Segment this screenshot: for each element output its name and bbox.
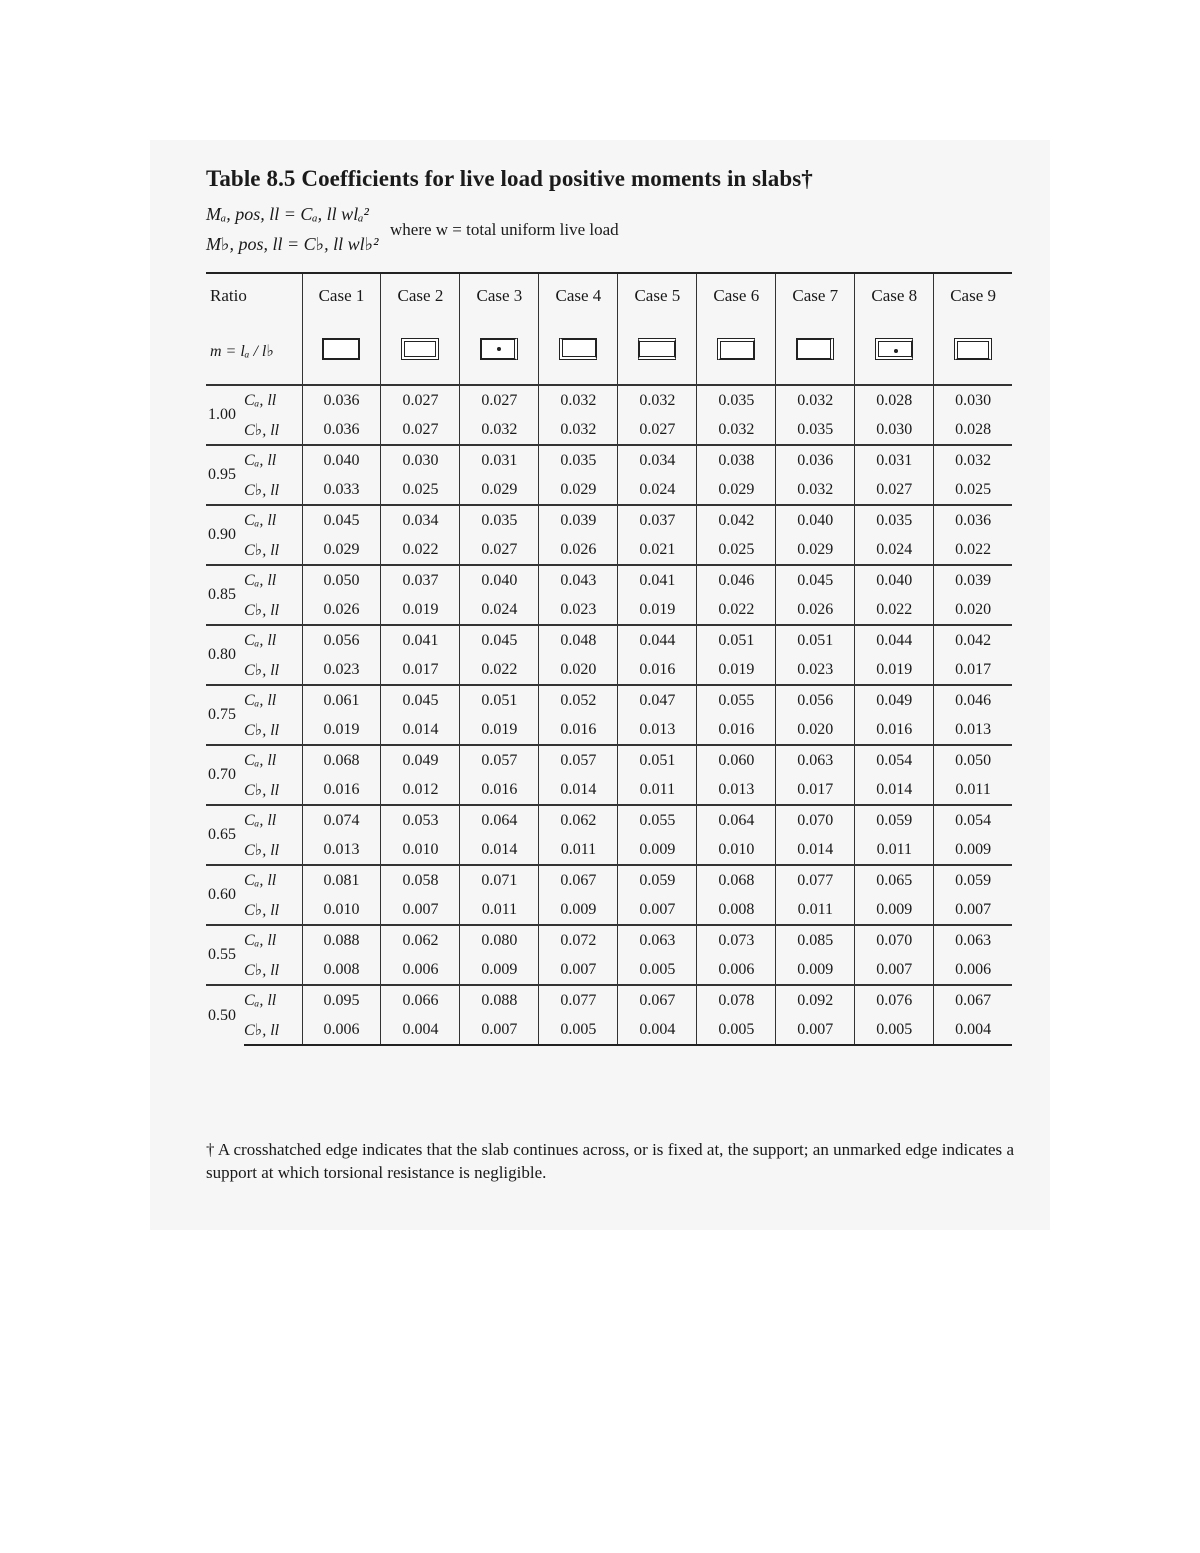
table-cell: 0.041 bbox=[381, 625, 460, 655]
table-cell: 0.014 bbox=[539, 775, 618, 805]
table-cell: 0.053 bbox=[381, 805, 460, 835]
table-row bbox=[206, 625, 1012, 655]
table-cell: 0.032 bbox=[460, 415, 539, 445]
table-cell: 0.066 bbox=[381, 985, 460, 1015]
table-cell: 0.006 bbox=[381, 955, 460, 985]
table-cell: 0.035 bbox=[697, 385, 776, 415]
table-cell: 0.006 bbox=[302, 1015, 381, 1045]
table-cell: 0.068 bbox=[302, 745, 381, 775]
table-cell: 0.039 bbox=[539, 505, 618, 535]
table-cell: 0.070 bbox=[855, 925, 934, 955]
table-cell: 0.014 bbox=[855, 775, 934, 805]
table-cell: 0.029 bbox=[697, 475, 776, 505]
ratio-value: 0.55 bbox=[206, 925, 244, 985]
table-cell: 0.040 bbox=[302, 445, 381, 475]
table-cell: 0.020 bbox=[539, 655, 618, 685]
table-cell: 0.045 bbox=[381, 685, 460, 715]
slab-case-2-icon bbox=[401, 338, 439, 360]
coefficients-table bbox=[206, 272, 1012, 1046]
table-cell: 0.014 bbox=[460, 835, 539, 865]
table-cell: 0.095 bbox=[302, 985, 381, 1015]
table-cell: 0.007 bbox=[618, 895, 697, 925]
table-cell: 0.016 bbox=[618, 655, 697, 685]
table-cell: 0.077 bbox=[539, 985, 618, 1015]
table-cell: 0.042 bbox=[934, 625, 1012, 655]
case-icon-cell bbox=[381, 318, 460, 385]
table-cell: 0.077 bbox=[776, 865, 855, 895]
table-cell: 0.024 bbox=[618, 475, 697, 505]
table-cell: 0.009 bbox=[618, 835, 697, 865]
coef-b-label: C♭, ll bbox=[244, 661, 280, 679]
table-cell: 0.017 bbox=[934, 655, 1012, 685]
table-cell: 0.022 bbox=[697, 595, 776, 625]
equation-a: Mₐ, pos, ll = Cₐ, ll wlₐ² bbox=[206, 204, 369, 224]
table-row bbox=[206, 985, 1012, 1015]
ratio-value: 0.50 bbox=[206, 985, 244, 1045]
table-cell: 0.029 bbox=[302, 535, 381, 565]
table-row bbox=[206, 925, 1012, 955]
ratio-value: 0.80 bbox=[206, 625, 244, 685]
table-row bbox=[206, 415, 1012, 445]
ratio-value: 0.65 bbox=[206, 805, 244, 865]
table-cell: 0.036 bbox=[302, 415, 381, 445]
table-cell: 0.007 bbox=[539, 955, 618, 985]
table-cell: 0.054 bbox=[855, 745, 934, 775]
coef-b-label: C♭, ll bbox=[244, 601, 280, 619]
table-cell: 0.005 bbox=[618, 955, 697, 985]
table-cell: 0.024 bbox=[855, 535, 934, 565]
table-cell: 0.058 bbox=[381, 865, 460, 895]
table-row bbox=[206, 775, 1012, 805]
case-icon-cell bbox=[539, 318, 618, 385]
table-cell: 0.035 bbox=[776, 415, 855, 445]
coef-a-label: Cₐ, ll bbox=[244, 925, 302, 955]
slab-case-8-icon bbox=[875, 338, 913, 360]
slab-case-3-icon bbox=[480, 338, 518, 360]
case-icon-cell bbox=[855, 318, 934, 385]
table-cell: 0.031 bbox=[460, 445, 539, 475]
table-cell: 0.026 bbox=[776, 595, 855, 625]
table-cell: 0.067 bbox=[934, 985, 1012, 1015]
table-cell: 0.054 bbox=[934, 805, 1012, 835]
table-cell: 0.010 bbox=[302, 895, 381, 925]
table-cell: 0.016 bbox=[302, 775, 381, 805]
table-cell: 0.046 bbox=[934, 685, 1012, 715]
ratio-value: 0.60 bbox=[206, 865, 244, 925]
table-row bbox=[206, 565, 1012, 595]
table-cell: 0.028 bbox=[855, 385, 934, 415]
coef-b-label: C♭, ll bbox=[244, 961, 280, 979]
table-cell: 0.081 bbox=[302, 865, 381, 895]
table-cell: 0.062 bbox=[381, 925, 460, 955]
table-row bbox=[206, 385, 1012, 415]
table-cell: 0.041 bbox=[618, 565, 697, 595]
table-cell: 0.040 bbox=[460, 565, 539, 595]
table-cell: 0.045 bbox=[460, 625, 539, 655]
table-cell: 0.013 bbox=[618, 715, 697, 745]
table-cell: 0.051 bbox=[697, 625, 776, 655]
table-cell: 0.065 bbox=[855, 865, 934, 895]
table-cell: 0.009 bbox=[460, 955, 539, 985]
table-cell: 0.051 bbox=[618, 745, 697, 775]
table-cell: 0.007 bbox=[460, 1015, 539, 1045]
ratio-value: 0.85 bbox=[206, 565, 244, 625]
table-row bbox=[206, 505, 1012, 535]
case-icon-cell bbox=[697, 318, 776, 385]
table-cell: 0.049 bbox=[381, 745, 460, 775]
table-cell: 0.028 bbox=[934, 415, 1012, 445]
case-header: Case 4 bbox=[539, 274, 618, 318]
table-cell: 0.009 bbox=[934, 835, 1012, 865]
table-cell: 0.045 bbox=[302, 505, 381, 535]
table-cell: 0.005 bbox=[697, 1015, 776, 1045]
table-cell: 0.034 bbox=[381, 505, 460, 535]
slab-case-7-icon bbox=[796, 338, 834, 360]
table-cell: 0.007 bbox=[776, 1015, 855, 1045]
table-cell: 0.027 bbox=[618, 415, 697, 445]
slab-case-9-icon bbox=[954, 338, 992, 360]
table-cell: 0.056 bbox=[776, 685, 855, 715]
table-cell: 0.011 bbox=[539, 835, 618, 865]
table-cell: 0.013 bbox=[934, 715, 1012, 745]
table-cell: 0.037 bbox=[618, 505, 697, 535]
table-cell: 0.037 bbox=[381, 565, 460, 595]
table-cell: 0.029 bbox=[460, 475, 539, 505]
table-row bbox=[206, 535, 1012, 565]
table-cell: 0.004 bbox=[618, 1015, 697, 1045]
table-cell: 0.080 bbox=[460, 925, 539, 955]
table-cell: 0.027 bbox=[460, 535, 539, 565]
coef-b-label: C♭, ll bbox=[244, 721, 280, 739]
table-cell: 0.033 bbox=[302, 475, 381, 505]
table-cell: 0.092 bbox=[776, 985, 855, 1015]
table-cell: 0.036 bbox=[934, 505, 1012, 535]
coef-a-label: Cₐ, ll bbox=[244, 985, 302, 1015]
table-cell: 0.032 bbox=[776, 385, 855, 415]
table-cell: 0.023 bbox=[776, 655, 855, 685]
table-row bbox=[206, 835, 1012, 865]
table-cell: 0.011 bbox=[934, 775, 1012, 805]
table-cell: 0.064 bbox=[697, 805, 776, 835]
table-cell: 0.025 bbox=[934, 475, 1012, 505]
table-cell: 0.062 bbox=[539, 805, 618, 835]
slab-case-4-icon bbox=[559, 338, 597, 360]
case-header: Case 2 bbox=[381, 274, 460, 318]
table-cell: 0.022 bbox=[934, 535, 1012, 565]
table-cell: 0.025 bbox=[381, 475, 460, 505]
table-cell: 0.016 bbox=[855, 715, 934, 745]
table-cell: 0.019 bbox=[302, 715, 381, 745]
m-ratio-formula: m = lₐ / l♭ bbox=[210, 343, 274, 360]
table-cell: 0.076 bbox=[855, 985, 934, 1015]
coef-b-label: C♭, ll bbox=[244, 481, 280, 499]
table-cell: 0.027 bbox=[381, 385, 460, 415]
case-header: Case 5 bbox=[618, 274, 697, 318]
table-cell: 0.005 bbox=[855, 1015, 934, 1045]
table-row bbox=[206, 445, 1012, 475]
table-cell: 0.063 bbox=[776, 745, 855, 775]
table-cell: 0.072 bbox=[539, 925, 618, 955]
table-cell: 0.026 bbox=[302, 595, 381, 625]
case-header: Case 9 bbox=[934, 274, 1012, 318]
table-cell: 0.010 bbox=[381, 835, 460, 865]
table-cell: 0.014 bbox=[381, 715, 460, 745]
table-cell: 0.036 bbox=[302, 385, 381, 415]
table-cell: 0.032 bbox=[539, 385, 618, 415]
ratio-value: 0.95 bbox=[206, 445, 244, 505]
table-cell: 0.074 bbox=[302, 805, 381, 835]
table-cell: 0.023 bbox=[302, 655, 381, 685]
table-cell: 0.063 bbox=[618, 925, 697, 955]
coef-a-label: Cₐ, ll bbox=[244, 565, 302, 595]
table-cell: 0.011 bbox=[460, 895, 539, 925]
case-header: Case 6 bbox=[697, 274, 776, 318]
table-cell: 0.056 bbox=[302, 625, 381, 655]
table-cell: 0.019 bbox=[697, 655, 776, 685]
table-cell: 0.035 bbox=[855, 505, 934, 535]
slab-case-5-icon bbox=[638, 338, 676, 360]
table-cell: 0.022 bbox=[381, 535, 460, 565]
case-icon-cell bbox=[618, 318, 697, 385]
coef-a-label: Cₐ, ll bbox=[244, 625, 302, 655]
table-cell: 0.059 bbox=[855, 805, 934, 835]
table-cell: 0.011 bbox=[855, 835, 934, 865]
table-cell: 0.036 bbox=[776, 445, 855, 475]
table-cell: 0.022 bbox=[460, 655, 539, 685]
ratio-value: 0.75 bbox=[206, 685, 244, 745]
table-cell: 0.047 bbox=[618, 685, 697, 715]
ratio-value: 1.00 bbox=[206, 385, 244, 445]
table-cell: 0.038 bbox=[697, 445, 776, 475]
table-cell: 0.040 bbox=[776, 505, 855, 535]
table-cell: 0.020 bbox=[934, 595, 1012, 625]
table-cell: 0.022 bbox=[855, 595, 934, 625]
table-cell: 0.088 bbox=[460, 985, 539, 1015]
table-row bbox=[206, 745, 1012, 775]
table-cell: 0.009 bbox=[855, 895, 934, 925]
table-cell: 0.051 bbox=[776, 625, 855, 655]
table-cell: 0.085 bbox=[776, 925, 855, 955]
center-dot-icon bbox=[894, 349, 898, 353]
case-icon-cell bbox=[934, 318, 1012, 385]
table-cell: 0.005 bbox=[539, 1015, 618, 1045]
case-header: Case 1 bbox=[302, 274, 381, 318]
table-cell: 0.013 bbox=[302, 835, 381, 865]
table-cell: 0.031 bbox=[855, 445, 934, 475]
table-cell: 0.057 bbox=[460, 745, 539, 775]
table-cell: 0.059 bbox=[934, 865, 1012, 895]
table-cell: 0.032 bbox=[776, 475, 855, 505]
coef-a-label: Cₐ, ll bbox=[244, 445, 302, 475]
table-cell: 0.050 bbox=[934, 745, 1012, 775]
table-cell: 0.052 bbox=[539, 685, 618, 715]
table-cell: 0.016 bbox=[460, 775, 539, 805]
table-cell: 0.007 bbox=[855, 955, 934, 985]
table-cell: 0.026 bbox=[539, 535, 618, 565]
equation-b: M♭, pos, ll = C♭, ll wl♭² bbox=[206, 234, 379, 254]
table-cell: 0.017 bbox=[776, 775, 855, 805]
coef-b-label: C♭, ll bbox=[244, 1015, 302, 1045]
table-cell: 0.061 bbox=[302, 685, 381, 715]
table-cell: 0.029 bbox=[539, 475, 618, 505]
table-cell: 0.025 bbox=[697, 535, 776, 565]
table-cell: 0.027 bbox=[855, 475, 934, 505]
table-cell: 0.009 bbox=[776, 955, 855, 985]
table-row bbox=[206, 595, 1012, 625]
table-cell: 0.030 bbox=[381, 445, 460, 475]
table-cell: 0.020 bbox=[776, 715, 855, 745]
table-cell: 0.045 bbox=[776, 565, 855, 595]
table-cell: 0.019 bbox=[855, 655, 934, 685]
table-cell: 0.027 bbox=[460, 385, 539, 415]
table-row bbox=[206, 865, 1012, 895]
table-cell: 0.067 bbox=[618, 985, 697, 1015]
coef-b-label: C♭, ll bbox=[244, 781, 280, 799]
coef-b-label: C♭, ll bbox=[244, 841, 280, 859]
slab-case-6-icon bbox=[717, 338, 755, 360]
center-dot-icon bbox=[497, 347, 501, 351]
coef-a-label: Cₐ, ll bbox=[244, 745, 302, 775]
where-note: where w = total uniform live load bbox=[390, 220, 619, 239]
table-cell: 0.009 bbox=[539, 895, 618, 925]
table-cell: 0.073 bbox=[697, 925, 776, 955]
table-cell: 0.014 bbox=[776, 835, 855, 865]
coef-a-label: Cₐ, ll bbox=[244, 505, 302, 535]
table-cell: 0.004 bbox=[934, 1015, 1012, 1045]
table-cell: 0.032 bbox=[934, 445, 1012, 475]
case-header: Case 7 bbox=[776, 274, 855, 318]
table-cell: 0.050 bbox=[302, 565, 381, 595]
table-cell: 0.044 bbox=[855, 625, 934, 655]
coef-a-label: Cₐ, ll bbox=[244, 385, 302, 415]
table-cell: 0.006 bbox=[697, 955, 776, 985]
table-cell: 0.013 bbox=[697, 775, 776, 805]
table-cell: 0.019 bbox=[618, 595, 697, 625]
table-cell: 0.027 bbox=[381, 415, 460, 445]
table-cell: 0.011 bbox=[776, 895, 855, 925]
table-cell: 0.016 bbox=[697, 715, 776, 745]
table-cell: 0.078 bbox=[697, 985, 776, 1015]
table-cell: 0.051 bbox=[460, 685, 539, 715]
table-cell: 0.021 bbox=[618, 535, 697, 565]
table-cell: 0.024 bbox=[460, 595, 539, 625]
table-cell: 0.032 bbox=[697, 415, 776, 445]
case-icon-cell bbox=[776, 318, 855, 385]
table-cell: 0.012 bbox=[381, 775, 460, 805]
table-cell: 0.017 bbox=[381, 655, 460, 685]
case-header: Case 8 bbox=[855, 274, 934, 318]
table-cell: 0.019 bbox=[381, 595, 460, 625]
ratio-header: Ratio bbox=[210, 286, 247, 305]
table-row bbox=[206, 685, 1012, 715]
table-cell: 0.035 bbox=[539, 445, 618, 475]
table-row bbox=[206, 715, 1012, 745]
slab-case-1-icon bbox=[322, 338, 360, 360]
table-cell: 0.063 bbox=[934, 925, 1012, 955]
table-cell: 0.060 bbox=[697, 745, 776, 775]
coef-a-label: Cₐ, ll bbox=[244, 865, 302, 895]
table-cell: 0.064 bbox=[460, 805, 539, 835]
ratio-value: 0.70 bbox=[206, 745, 244, 805]
coef-a-label: Cₐ, ll bbox=[244, 805, 302, 835]
table-cell: 0.016 bbox=[539, 715, 618, 745]
table-cell: 0.040 bbox=[855, 565, 934, 595]
table-row bbox=[206, 955, 1012, 985]
table-title: Table 8.5 Coefficients for live load positive moments in slabs† bbox=[206, 166, 813, 191]
table-cell: 0.070 bbox=[776, 805, 855, 835]
case-header: Case 3 bbox=[460, 274, 539, 318]
coef-b-label: C♭, ll bbox=[244, 541, 280, 559]
table-cell: 0.055 bbox=[618, 805, 697, 835]
table-cell: 0.032 bbox=[618, 385, 697, 415]
table-row bbox=[206, 655, 1012, 685]
table-cell: 0.049 bbox=[855, 685, 934, 715]
ratio-value: 0.90 bbox=[206, 505, 244, 565]
table-cell: 0.007 bbox=[381, 895, 460, 925]
table-cell: 0.030 bbox=[934, 385, 1012, 415]
table-cell: 0.044 bbox=[618, 625, 697, 655]
table-row bbox=[206, 475, 1012, 505]
footnote: † A crosshatched edge indicates that the slab continues across, or is fixed at, the support; an unmarked edge indicates a support at which torsional resistance is negligible. bbox=[206, 1140, 1014, 1182]
case-icon-cell bbox=[302, 318, 381, 385]
table-cell: 0.048 bbox=[539, 625, 618, 655]
table-cell: 0.067 bbox=[539, 865, 618, 895]
table-cell: 0.004 bbox=[381, 1015, 460, 1045]
table-cell: 0.023 bbox=[539, 595, 618, 625]
table-cell: 0.034 bbox=[618, 445, 697, 475]
coef-a-label: Cₐ, ll bbox=[244, 685, 302, 715]
table-cell: 0.029 bbox=[776, 535, 855, 565]
table-cell: 0.057 bbox=[539, 745, 618, 775]
table-cell: 0.006 bbox=[934, 955, 1012, 985]
case-icon-cell bbox=[460, 318, 539, 385]
coef-b-label: C♭, ll bbox=[244, 901, 280, 919]
table-row bbox=[206, 805, 1012, 835]
table-cell: 0.046 bbox=[697, 565, 776, 595]
table-cell: 0.068 bbox=[697, 865, 776, 895]
table-cell: 0.055 bbox=[697, 685, 776, 715]
table-cell: 0.039 bbox=[934, 565, 1012, 595]
table-cell: 0.030 bbox=[855, 415, 934, 445]
table-cell: 0.032 bbox=[539, 415, 618, 445]
table-cell: 0.088 bbox=[302, 925, 381, 955]
table-cell: 0.042 bbox=[697, 505, 776, 535]
table-row bbox=[206, 1015, 1012, 1045]
table-row bbox=[206, 895, 1012, 925]
table-cell: 0.007 bbox=[934, 895, 1012, 925]
coef-b-label: C♭, ll bbox=[244, 421, 280, 439]
table-cell: 0.035 bbox=[460, 505, 539, 535]
table-cell: 0.008 bbox=[697, 895, 776, 925]
table-cell: 0.043 bbox=[539, 565, 618, 595]
table-cell: 0.010 bbox=[697, 835, 776, 865]
table-cell: 0.059 bbox=[618, 865, 697, 895]
table-cell: 0.008 bbox=[302, 955, 381, 985]
table-cell: 0.019 bbox=[460, 715, 539, 745]
table-cell: 0.011 bbox=[618, 775, 697, 805]
table-cell: 0.071 bbox=[460, 865, 539, 895]
